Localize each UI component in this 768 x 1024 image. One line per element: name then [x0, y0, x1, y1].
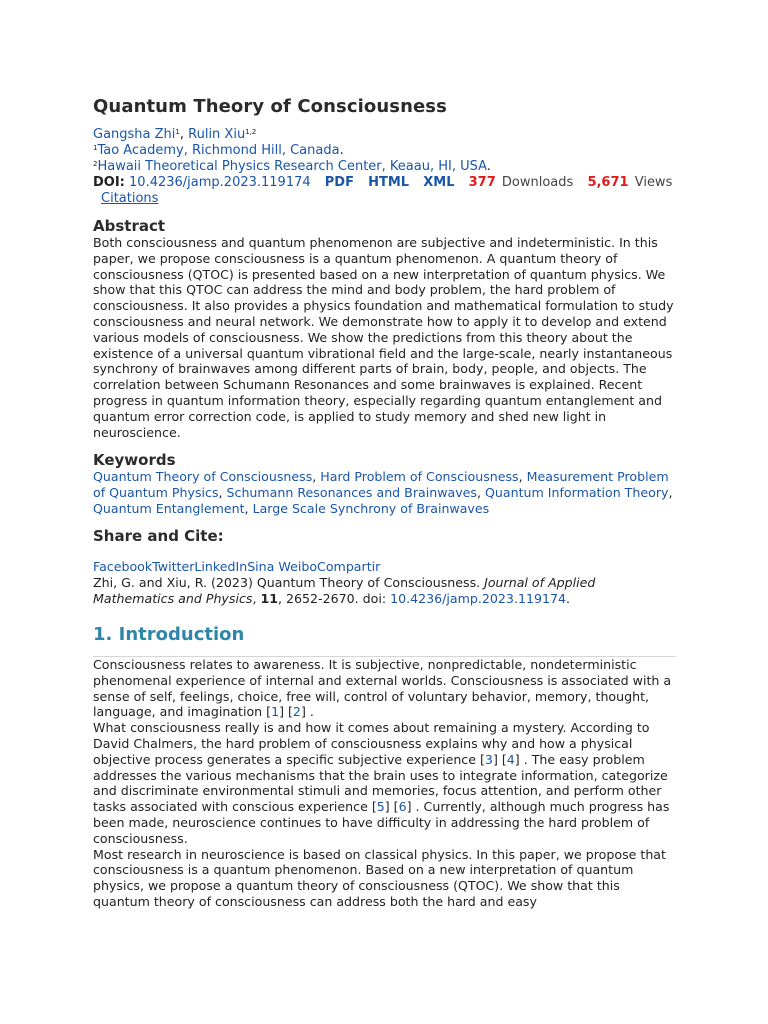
ref-link-2[interactable]: 2: [292, 704, 301, 720]
intro-p2-c: . Currently, although much progress has been made, neuroscience continues to have difficulty in addressing the hard problem of consciousness.: [93, 799, 670, 846]
views-count: 5,671: [587, 175, 629, 190]
affiliation-2: $^2$Hawaii Theoretical Physics Research Center, Keaau, HI, USA.: [93, 159, 491, 174]
citation-pages: , 2652-2670. doi:: [277, 590, 391, 606]
share-linkedin[interactable]: LinkedIn: [194, 559, 248, 574]
downloads-label: Downloads: [501, 175, 574, 190]
affiliation-1: $^1$Tao Academy, Richmond Hill, Canada.: [93, 143, 344, 158]
citation-doi-link[interactable]: 10.4236/jamp.2023.119174: [390, 590, 567, 606]
views-label: Views: [634, 175, 673, 190]
keywords-heading: Keywords: [93, 451, 176, 469]
citation-text: [93, 575, 676, 607]
intro-p1-text: Consciousness relates to awareness. It is subjective, nonpredictable, nondeterministic phenomenal experience of internal and external worlds. Consciousness is associated with a sense of self, feelings, choice, free will, control of voluntary behavior, memory, thought, language, and imagination: [93, 657, 672, 720]
intro-p2-b: . The easy problem addresses the various mechanisms that the brain uses to integrate information, categorize and discriminate environmental stimuli and memories, focus attention, and perform other tasks associated with conscious experience: [93, 751, 668, 815]
citations-link[interactable]: Citations: [101, 191, 159, 206]
share-facebook[interactable]: Facebook: [93, 559, 153, 574]
citation-prefix: Zhi, G. and Xiu, R. (2023) Quantum Theory of Consciousness.: [93, 574, 485, 590]
share-section: [93, 559, 676, 606]
citation-end: .: [566, 590, 571, 606]
ref-link-5[interactable]: 5: [376, 799, 385, 815]
citation-sep: ,: [252, 590, 261, 606]
citations-row: [93, 191, 683, 207]
intro-paragraph-3: Most research in neuroscience is based on classical physics. In this paper, we propose that consciousness is a quantum phenomenon. Based on a new interpretation of quantum physics, we propose a quantum theory of consciousness (QTOC). We show that this quantum theory of consciousness can address both the hard and easy: [93, 846, 666, 909]
affiliation-link-hawaii[interactable]: Hawaii Theoretical Physics Research Center, Keaau, HI, USA: [97, 159, 487, 174]
introduction-body: [93, 657, 676, 910]
share-sina-weibo[interactable]: Sina Weibo: [247, 559, 318, 574]
ref-link-6[interactable]: 6: [398, 799, 407, 815]
share-compartir[interactable]: Compartir: [317, 559, 381, 574]
ref-link-4[interactable]: 4: [506, 751, 515, 767]
doi-link[interactable]: 10.4236/jamp.2023.119174: [129, 175, 311, 190]
intro-paragraph-2: What consciousness really is and how it comes about remaining a mystery. According to David Chalmers, the hard problem of consciousness explains why and how a physical objective process generates a specific subjective experience [3] [4] . The easy problem addresses the various mechanisms that the brain uses to integrate information, categorize and discriminate environmental stimuli and memories, focus attention, and perform other tasks associated with conscious experience [5] [6] . Currently, although much progress has been made, neuroscience continues to have difficulty in addressing the hard problem of consciousness.: [93, 720, 670, 846]
ref-link-1[interactable]: 1: [271, 704, 280, 720]
abstract-text: Both consciousness and quantum phenomenon are subjective and indeterministic. In this paper, we propose consciousness is a quantum phenomenon. A quantum theory of consciousness (QTOC) is presented based on a new interpretation of quantum physics. We show that this QTOC can address the mind and body problem, the hard problem of consciousness. It also provides a physics foundation and mathematical formulation to study consciousness and neural network. We demonstrate how to apply it to develop and extend various models of consciousness. We show the predictions from this theory about the existence of a universal quantum vibrational field and the large-scale, nearly instantaneous synchrony of brainwaves among different parts of brain, body, people, and objects. The correlation between Schumann Resonances and some brainwaves is explained. Recent progress in quantum information theory, especially regarding quantum entanglement and quantum error correction code, is applied to study memory and shed new light in neuroscience.: [93, 235, 674, 440]
keyword-link[interactable]: Quantum Entanglement: [93, 500, 245, 516]
author-link-zhi[interactable]: Gangsha Zhi: [93, 127, 176, 142]
affiliation-sup: 2: [93, 160, 98, 168]
author-link-xiu[interactable]: Rulin Xiu: [188, 127, 246, 142]
keyword-link[interactable]: Schumann Resonances and Brainwaves: [226, 484, 477, 500]
keyword-link[interactable]: Quantum Theory of Consciousness: [93, 469, 313, 484]
citation-volume: 11: [260, 590, 278, 606]
share-twitter[interactable]: Twitter: [152, 559, 195, 574]
keyword-link[interactable]: Hard Problem of Consciousness: [320, 469, 519, 484]
share-heading: Share and Cite:: [93, 527, 224, 545]
keywords-list: Quantum Theory of Consciousness, Hard Problem of Consciousness, Measurement Problem of Quantum Physics, Schumann Resonances and Brainwaves, Quantum Information Theory, Quantum Entanglement, Large Scale Synchrony of Brainwaves: [93, 469, 673, 516]
share-links: [93, 559, 676, 575]
article-title: Quantum Theory of Consciousness: [93, 96, 447, 117]
keyword-link[interactable]: Quantum Information Theory: [485, 484, 669, 500]
article-meta: [93, 127, 683, 207]
doi-row: [93, 175, 683, 191]
keyword-link[interactable]: Measurement Problem of Quantum Physics: [93, 469, 669, 500]
downloads-count: 377: [468, 175, 496, 190]
citation-journal: Journal of Applied Mathematics and Physics: [93, 574, 596, 606]
doi-label: DOI:: [93, 175, 125, 190]
author-sup: 1: [175, 128, 180, 136]
abstract-heading: Abstract: [93, 217, 166, 235]
intro-p2-a: What consciousness really is and how it comes about remaining a mystery. According to David Chalmers, the hard problem of consciousness explains why and how a physical objective process generates a specific subjective experience: [93, 720, 650, 767]
html-link[interactable]: HTML: [368, 175, 410, 190]
xml-link[interactable]: XML: [423, 175, 455, 190]
intro-paragraph-1: Consciousness relates to awareness. It is subjective, nonpredictable, nondeterministic phenomenal experience of internal and external worlds. Consciousness is associated with a sense of self, feelings, choice, free will, control of voluntary behavior, memory, thought, language, and imagination [1] [2] .: [93, 657, 672, 720]
author-sup: 1,2: [245, 128, 257, 136]
ref-link-3[interactable]: 3: [484, 751, 493, 767]
pdf-link[interactable]: PDF: [324, 175, 354, 190]
keyword-link[interactable]: Large Scale Synchrony of Brainwaves: [252, 500, 490, 516]
author-line: Gangsha Zhi$^1$, Rulin Xiu$^{1,2}$: [93, 127, 257, 142]
affiliation-link-tao[interactable]: Tao Academy, Richmond Hill, Canada: [97, 143, 340, 158]
affiliation-sup: 1: [93, 144, 98, 152]
introduction-heading: 1. Introduction: [93, 624, 245, 645]
